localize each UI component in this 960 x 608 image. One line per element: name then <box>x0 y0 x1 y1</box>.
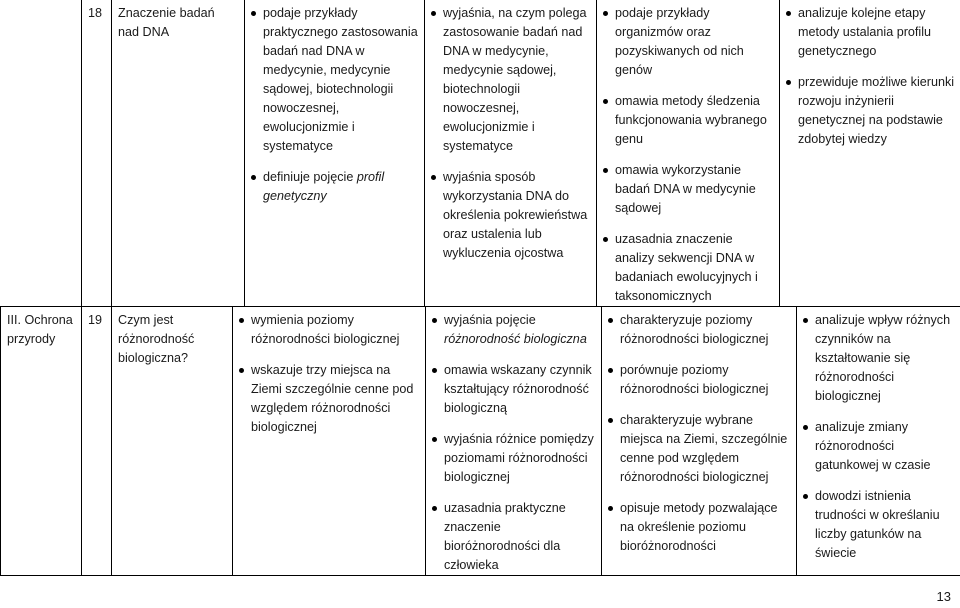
bullet-icon <box>608 506 613 511</box>
bullet-icon <box>432 368 437 373</box>
bullet-icon <box>803 318 808 323</box>
topic-cell <box>112 0 245 307</box>
requirement-item: podaje przykłady organizmów oraz pozyskiwanych od nich genów <box>603 4 773 80</box>
requirement-item: wyjaśnia sposób wykorzystania DNA do określenia pokrewieństwa oraz ustalenia lub wykluczenia ojcostwa <box>431 168 590 263</box>
requirement-item: porównuje poziomy różnorodności biologicznej <box>608 361 790 399</box>
requirement-item: analizuje wpływ różnych czynników na kształtowanie się różnorodności biologicznej <box>803 311 956 406</box>
lesson-topic: Znaczenie badań nad DNA <box>118 6 215 39</box>
lesson-number: 19 <box>88 313 103 327</box>
requirement-list <box>251 4 418 206</box>
bullet-icon <box>608 318 613 323</box>
bullet-icon <box>603 237 608 242</box>
bullet-icon <box>239 368 244 373</box>
requirement-cell <box>797 307 960 576</box>
section-title: III. Ochrona przyrody <box>7 313 73 346</box>
bullet-icon <box>432 437 437 442</box>
bullet-icon <box>431 175 436 180</box>
requirement-cell <box>597 0 780 307</box>
requirement-list <box>603 4 773 306</box>
requirement-cell <box>426 307 602 576</box>
requirement-item: charakteryzuje poziomy różnorodności biologicznej <box>608 311 790 349</box>
requirement-item: przewiduje możliwe kierunki rozwoju inżynierii genetycznej na podstawie zdobytej wiedzy <box>786 73 956 149</box>
requirement-list <box>786 4 956 149</box>
lesson-topic: Czym jest różnorodność biologiczna? <box>118 313 195 365</box>
requirement-item: charakteryzuje wybrane miejsca na Ziemi, szczególnie cenne pod względem różnorodności biologicznej <box>608 411 790 487</box>
lesson-number-cell <box>82 307 112 576</box>
requirement-item: wskazuje trzy miejsca na Ziemi szczególnie cenne pod względem różnorodności biologicznej <box>239 361 419 437</box>
topic-cell <box>112 307 233 576</box>
requirement-item: wymienia poziomy różnorodności biologicznej <box>239 311 419 349</box>
requirement-item: podaje przykłady praktycznego zastosowania badań nad DNA w medycynie, medycynie sądowej, biotechnologii nowoczesnej, ewolucjonizmie i systematyce <box>251 4 418 156</box>
table-row-19 <box>0 306 960 576</box>
bullet-icon <box>432 318 437 323</box>
table-row-18 <box>81 0 960 307</box>
bullet-icon <box>786 11 791 16</box>
bullet-icon <box>803 425 808 430</box>
bullet-icon <box>803 494 808 499</box>
bullet-icon <box>603 11 608 16</box>
requirement-item: analizuje zmiany różnorodności gatunkowej w czasie <box>803 418 956 475</box>
section-cell <box>1 307 82 576</box>
requirement-list <box>803 311 956 563</box>
lesson-number: 18 <box>88 6 103 20</box>
requirement-list <box>608 311 790 556</box>
requirement-item: uzasadnia praktyczne znaczenie bioróżnorodności dla człowieka <box>432 499 595 575</box>
bullet-icon <box>786 80 791 85</box>
lesson-number-cell <box>82 0 112 307</box>
bullet-icon <box>603 168 608 173</box>
requirement-list <box>432 311 595 575</box>
requirement-item: wyjaśnia różnice pomiędzy poziomami różnorodności biologicznej <box>432 430 595 487</box>
requirement-item: omawia metody śledzenia funkcjonowania wybranego genu <box>603 92 773 149</box>
requirement-cell <box>602 307 797 576</box>
requirement-item: omawia wskazany czynnik kształtujący różnorodność biologiczną <box>432 361 595 418</box>
requirement-item: omawia wykorzystanie badań DNA w medycynie sądowej <box>603 161 773 218</box>
requirement-item: wyjaśnia pojęcie różnorodność biologiczna <box>432 311 595 349</box>
bullet-icon <box>431 11 436 16</box>
requirement-list <box>239 311 419 437</box>
requirement-cell <box>245 0 425 307</box>
bullet-icon <box>603 99 608 104</box>
requirement-cell <box>233 307 426 576</box>
bullet-icon <box>432 506 437 511</box>
requirement-cell <box>780 0 960 307</box>
requirement-item: wyjaśnia, na czym polega zastosowanie badań nad DNA w medycynie, medycynie sądowej, biotechnologii nowoczesnej, ewolucjonizmie i systematyce <box>431 4 590 156</box>
bullet-icon <box>608 418 613 423</box>
requirement-list <box>431 4 590 263</box>
page-number: 13 <box>936 589 951 604</box>
requirement-item: uzasadnia znaczenie analizy sekwencji DNA w badaniach ewolucyjnych i taksonomicznych <box>603 230 773 306</box>
bullet-icon <box>251 11 256 16</box>
requirement-item: definiuje pojęcie profil genetyczny <box>251 168 418 206</box>
requirement-item: opisuje metody pozwalające na określenie poziomu bioróżnorodności <box>608 499 790 556</box>
bullet-icon <box>239 318 244 323</box>
requirement-item: analizuje kolejne etapy metody ustalania profilu genetycznego <box>786 4 956 61</box>
requirement-item: dowodzi istnienia trudności w określaniu liczby gatunków na świecie <box>803 487 956 563</box>
bullet-icon <box>251 175 256 180</box>
bullet-icon <box>608 368 613 373</box>
requirement-cell <box>425 0 597 307</box>
